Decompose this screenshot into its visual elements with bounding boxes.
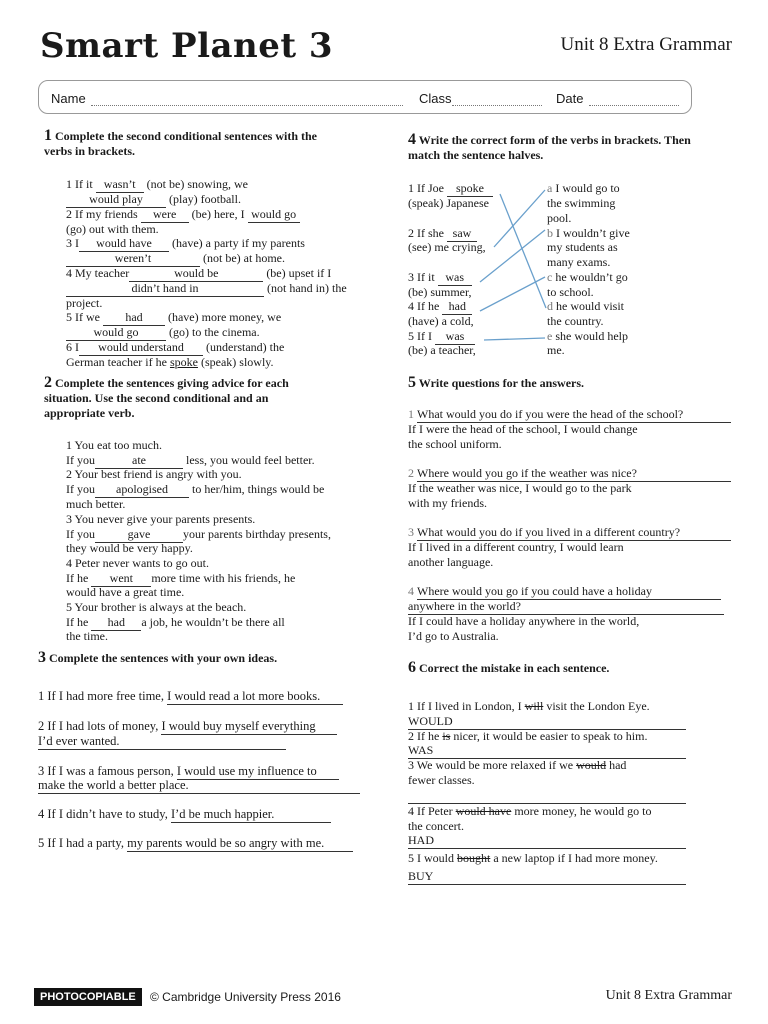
- list-item: 2 If she saw: [408, 226, 477, 242]
- list-item: 3 If I was a famous person, I would use my influence to: [38, 764, 339, 780]
- answer-blank: would understand: [79, 340, 203, 356]
- list-item: weren’t (not be) at home.: [66, 251, 285, 267]
- list-item: 2 If I had lots of money, I would buy myself everything: [38, 719, 337, 735]
- list-item: the swimming: [547, 196, 616, 210]
- list-item: many exams.: [547, 255, 611, 269]
- answer-blank: saw: [447, 226, 477, 242]
- list-item: 3 If it was: [408, 270, 472, 286]
- list-item: they would be very happy.: [66, 541, 193, 555]
- list-item: [408, 833, 686, 849]
- list-item: didn’t hand in (not hand in) the: [66, 281, 347, 297]
- list-item: 3 You never give your parents presents.: [66, 512, 256, 526]
- list-item: If I could have a holiday anywhere in the world,: [408, 614, 640, 628]
- list-item: 1 If Joe spoke: [408, 181, 493, 197]
- answer-blank: I’d be much happier.: [171, 807, 331, 823]
- list-item: 4 If he had: [408, 299, 472, 315]
- list-item: pool.: [547, 211, 572, 225]
- answer-blank: I would read a lot more books.: [167, 689, 343, 705]
- copyright: © Cambridge University Press 2016: [150, 990, 341, 1004]
- answer-blank: would be: [129, 266, 263, 282]
- list-item: fewer classes.: [408, 773, 475, 787]
- answer-blank: WOULD: [408, 714, 686, 730]
- answer-blank: would go: [248, 207, 300, 223]
- answer-blank: I’d ever wanted.: [38, 734, 286, 750]
- answer-blank: Where would you go if the weather was nice?: [417, 466, 731, 482]
- answer-blank: make the world a better place.: [38, 778, 360, 794]
- answer-blank: didn’t hand in: [66, 281, 264, 297]
- list-item: 4 Where would you go if you could have a holiday: [408, 584, 721, 600]
- list-item: would go (go) to the cinema.: [66, 325, 260, 341]
- list-item: 4 If I didn’t have to study, I’d be much happier.: [38, 807, 331, 823]
- answer-blank: had: [91, 615, 141, 631]
- list-item: 6 I would understand (understand) the: [66, 340, 285, 354]
- list-item: 5 Your brother is always at the beach.: [66, 600, 247, 614]
- ex4-heading: 4 Write the correct form of the verbs in brackets. Then match the sentence halves.: [408, 131, 691, 162]
- answer-blank: apologised: [95, 482, 189, 498]
- answer-blank: I would use my influence to: [177, 764, 339, 780]
- list-item: 5 If I was: [408, 329, 475, 345]
- list-item: If I were the head of the school, I would change: [408, 422, 638, 436]
- list-item: e she would help: [547, 329, 628, 343]
- answer-blank: gave: [95, 527, 183, 543]
- list-item: 1 If I had more free time, I would read a lot more books.: [38, 689, 343, 705]
- answer-blank: spoke: [447, 181, 493, 197]
- list-item: much better.: [66, 497, 126, 511]
- list-item: 5 If I had a party, my parents would be so angry with me.: [38, 836, 353, 852]
- list-item: d he would visit: [547, 299, 624, 313]
- list-item: 3 We would be more relaxed if we would had: [408, 758, 627, 772]
- class-label: Class: [419, 91, 452, 106]
- list-item: 1 If it wasn’t (not be) snowing, we: [66, 177, 248, 191]
- list-item: [408, 788, 686, 804]
- list-item: (go) out with them.: [66, 222, 159, 236]
- list-item: German teacher if he spoke (speak) slowly.: [66, 355, 274, 369]
- list-item: 4 My teacher would be (be) upset if I: [66, 266, 332, 280]
- list-item: would have a great time.: [66, 585, 185, 599]
- answer-blank: wasn’t: [96, 177, 144, 193]
- ex2-heading: 2 Complete the sentences giving advice for each situation. Use the second conditional and an appropriate verb.: [44, 374, 289, 420]
- list-item: 5 I would bought a new laptop if I had more money.: [408, 851, 658, 865]
- list-item: 4 If Peter would have more money, he would go to: [408, 804, 652, 818]
- answer-blank: WAS: [408, 743, 686, 759]
- list-item: (be) summer,: [408, 285, 472, 299]
- list-item: 1 You eat too much.: [66, 438, 162, 452]
- list-item: the school uniform.: [408, 437, 502, 451]
- list-item: If the weather was nice, I would go to the park: [408, 481, 632, 495]
- list-item: to school.: [547, 285, 594, 299]
- list-item: the time.: [66, 629, 108, 643]
- answer-blank: weren’t: [66, 251, 200, 267]
- list-item: my students as: [547, 240, 618, 254]
- answer-blank: had: [442, 299, 472, 315]
- answer-blank: anywhere in the world?: [408, 599, 724, 615]
- list-item: 2 Your best friend is angry with you.: [66, 467, 242, 481]
- list-item: If you ate less, you would feel better.: [66, 453, 315, 467]
- list-item: (speak) Japanese: [408, 196, 489, 210]
- match-line-5-e: [484, 338, 545, 340]
- answer-blank: What would you do if you lived in a different country?: [417, 525, 731, 541]
- list-item: 3 What would you do if you lived in a different country?: [408, 525, 731, 541]
- page-title: Smart Planet 3: [40, 26, 334, 66]
- list-item: c he wouldn’t go: [547, 270, 628, 284]
- list-item: If you gave your parents birthday presents,: [66, 527, 331, 541]
- answer-blank: Where would you go if you could have a holiday: [417, 584, 721, 600]
- list-item: I’d go to Australia.: [408, 629, 499, 643]
- unit-title: Unit 8 Extra Grammar: [560, 34, 732, 55]
- list-item: me.: [547, 343, 565, 357]
- match-line-4-c: [480, 277, 545, 311]
- list-item: project.: [66, 296, 103, 310]
- list-item: another language.: [408, 555, 494, 569]
- list-item: the concert.: [408, 819, 464, 833]
- answer-blank: I would buy myself everything: [161, 719, 337, 735]
- ex1-heading: 1 Complete the second conditional sentences with the verbs in brackets.: [44, 127, 317, 158]
- list-item: (have) a cold,: [408, 314, 474, 328]
- ex5-heading: 5 Write questions for the answers.: [408, 374, 585, 391]
- answer-blank: What would you do if you were the head of the school?: [417, 407, 731, 423]
- answer-blank: BUY: [408, 869, 686, 885]
- list-item: If he had a job, he wouldn’t be there all: [66, 615, 285, 629]
- answer-blank: had: [103, 310, 165, 326]
- match-line-3-b: [480, 230, 545, 282]
- list-item: 2 Where would you go if the weather was nice?: [408, 466, 731, 482]
- list-item: 1 What would you do if you were the head of the school?: [408, 407, 731, 423]
- answer-blank: was: [435, 329, 475, 345]
- list-item: would play (play) football.: [66, 192, 241, 208]
- date-label: Date: [556, 91, 584, 106]
- list-item: [408, 599, 724, 615]
- list-item: 1 If I lived in London, I will visit the London Eye.: [408, 699, 650, 713]
- ex3-heading: 3 Complete the sentences with your own ideas.: [38, 649, 278, 666]
- answer-blank: went: [91, 571, 151, 587]
- list-item: [408, 743, 686, 759]
- list-item: 4 Peter never wants to go out.: [66, 556, 209, 570]
- answer-blank: was: [438, 270, 472, 286]
- answer-blank: would play: [66, 192, 166, 208]
- footer-unit: Unit 8 Extra Grammar: [605, 988, 732, 1003]
- answer-blank: would go: [66, 325, 166, 341]
- answer-blank: ate: [95, 453, 183, 469]
- list-item: If he went more time with his friends, he: [66, 571, 296, 585]
- list-item: 3 I would have (have) a party if my parents: [66, 236, 305, 250]
- list-item: with my friends.: [408, 496, 487, 510]
- list-item: b I wouldn’t give: [547, 226, 630, 240]
- list-item: 2 If he is nicer, it would be easier to speak to him.: [408, 729, 648, 743]
- list-item: 2 If my friends were (be) here, I would go: [66, 207, 300, 223]
- answer-blank: would have: [79, 236, 169, 252]
- list-item: [408, 714, 686, 730]
- ex6-heading: 6 Correct the mistake in each sentence.: [408, 659, 610, 676]
- list-item: [408, 869, 686, 885]
- answer-blank: my parents would be so angry with me.: [127, 836, 353, 852]
- list-item: (be) a teacher,: [408, 343, 476, 357]
- name-label: Name: [51, 91, 86, 106]
- answer-blank: HAD: [408, 833, 686, 849]
- list-item: a I would go to: [547, 181, 620, 195]
- match-line-1-d: [500, 194, 546, 308]
- list-item: If you apologised to her/him, things would be: [66, 482, 325, 496]
- answer-blank: [408, 788, 686, 804]
- list-item: the country.: [547, 314, 604, 328]
- answer-blank: were: [141, 207, 189, 223]
- photocopiable-badge: PHOTOCOPIABLE: [34, 988, 142, 1006]
- list-item: 5 If we had (have) more money, we: [66, 310, 282, 324]
- list-item: If I lived in a different country, I would learn: [408, 540, 624, 554]
- list-item: (see) me crying,: [408, 240, 486, 254]
